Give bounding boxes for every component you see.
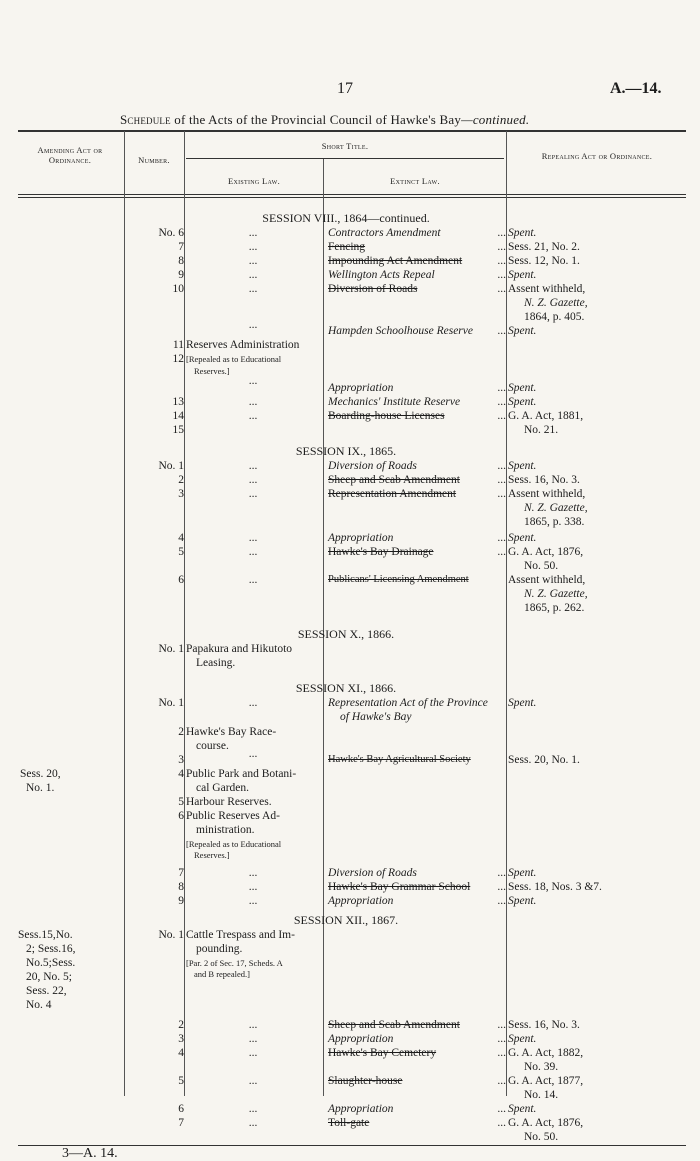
ellipsis: ... (248, 574, 258, 586)
ellipsis: ... (497, 269, 506, 281)
table-row (0, 956, 700, 970)
heading-amending: Amending Act or Ordinance. (37, 145, 103, 165)
entry-number: 4 (178, 768, 184, 780)
entry-number: 7 (178, 241, 184, 253)
repealing-act: Assent withheld, (508, 574, 586, 586)
repealing-act: Spent. (508, 867, 537, 879)
ellipsis: ... (248, 867, 258, 879)
extinct-law: Hawke's Bay Grammar School (328, 881, 471, 893)
extinct-law: Representation Act of the Province (328, 697, 488, 709)
extinct-law: Appropriation (328, 1033, 394, 1045)
ellipsis: ... (248, 748, 258, 760)
table-row (0, 268, 700, 282)
entry-number: 10 (172, 283, 184, 295)
table-row (0, 559, 700, 573)
table-row (0, 515, 700, 529)
ellipsis: ... (248, 375, 258, 387)
existing-law: Harbour Reserves. (186, 796, 272, 808)
ellipsis: ... (497, 1019, 506, 1031)
table-row (0, 1088, 700, 1102)
table-row (0, 487, 700, 501)
repealing-act: Spent. (508, 697, 537, 709)
ellipsis: ... (248, 697, 258, 709)
ellipsis: ... (248, 474, 258, 486)
entry-number: 3 (178, 488, 184, 500)
repealing-act: Spent. (508, 895, 537, 907)
table-row (0, 226, 700, 240)
table-row (0, 254, 700, 268)
existing-law-note: [Repealed as to Educational (186, 354, 282, 364)
table-row (0, 395, 700, 409)
table-row (0, 848, 700, 862)
extinct-law: Sheep and Scab Amendment (328, 474, 460, 486)
existing-law: Leasing. (196, 657, 236, 669)
table-row (0, 409, 700, 423)
entry-number: 2 (178, 474, 184, 486)
repealing-act: Spent. (508, 382, 537, 394)
extinct-law: Diversion of Roads (328, 460, 417, 472)
repealing-act: N. Z. Gazette, (524, 502, 588, 514)
table-row (0, 1130, 700, 1144)
table-row (0, 823, 700, 837)
ellipsis: ... (248, 1019, 258, 1031)
table-row (0, 795, 700, 809)
table-row (0, 725, 700, 739)
document-reference: A.—14. (610, 80, 662, 97)
session-heading: SESSION XI., 1866. (295, 681, 397, 695)
table-bottom-rule (18, 1145, 686, 1146)
ellipsis: ... (248, 546, 258, 558)
repealing-act: 1864, p. 405. (524, 311, 585, 323)
sheet-reference: 3—A. 14. (62, 1146, 118, 1161)
entry-number: 7 (178, 867, 184, 879)
ellipsis: ... (497, 382, 506, 394)
extinct-law: of Hawke's Bay (340, 711, 412, 723)
ellipsis: ... (497, 532, 506, 544)
table-row (0, 601, 700, 615)
repealing-act: Sess. 12, No. 1. (508, 255, 580, 267)
ellipsis: ... (497, 1075, 506, 1087)
entry-number: 5 (178, 1075, 184, 1087)
repealing-act: 1865, p. 338. (524, 516, 585, 528)
ellipsis: ... (497, 283, 506, 295)
extinct-law: Slaughter-house (328, 1075, 403, 1087)
repealing-act: Assent withheld, (508, 488, 586, 500)
schedule-title-text: of the Acts of the Provincial Council of Hawke's Bay (174, 112, 462, 127)
extinct-law: Appropriation (328, 382, 394, 394)
amending-act: No.5;Sess. (26, 957, 76, 969)
repealing-act: Spent. (508, 1033, 537, 1045)
entry-number: 9 (178, 269, 184, 281)
table-row (0, 928, 700, 942)
table-row (0, 998, 700, 1012)
table-row (0, 1116, 700, 1130)
table-row (0, 1018, 700, 1032)
extinct-law: Boarding-house Licenses (328, 410, 445, 422)
table-row (0, 984, 700, 998)
schedule-continued: —continued. (461, 112, 530, 127)
table-row (0, 696, 700, 710)
schedule-lead: Schedule (120, 112, 171, 127)
table-row (0, 381, 700, 395)
heading-extinct: Extinct Law. (390, 176, 440, 186)
table-row (0, 1032, 700, 1046)
existing-law: cal Garden. (196, 782, 249, 794)
ellipsis: ... (248, 488, 258, 500)
repealing-act: No. 14. (524, 1089, 559, 1101)
repealing-act: Spent. (508, 325, 537, 337)
entry-number: 12 (172, 353, 184, 365)
ellipsis: ... (248, 283, 258, 295)
table-row (0, 970, 700, 984)
table-row (0, 866, 700, 880)
entry-number: 5 (178, 796, 184, 808)
extinct-law: Hawke's Bay Agricultural Society (328, 754, 471, 765)
amending-act: No. 4 (26, 999, 52, 1011)
entry-number: 15 (172, 424, 184, 436)
ellipsis: ... (248, 227, 258, 239)
entry-number: 8 (178, 881, 184, 893)
ellipsis: ... (497, 1117, 506, 1129)
ellipsis: ... (497, 474, 506, 486)
extinct-law: Mechanics' Institute Reserve (328, 396, 461, 408)
ellipsis: ... (497, 867, 506, 879)
ellipsis: ... (248, 1047, 258, 1059)
ellipsis: ... (248, 396, 258, 408)
entry-number: 11 (172, 339, 184, 351)
repealing-act: Spent. (508, 396, 537, 408)
ellipsis: ... (248, 895, 258, 907)
entry-number: 4 (178, 532, 184, 544)
extinct-law: Appropriation (328, 1103, 394, 1115)
entry-number: 13 (172, 396, 184, 408)
repealing-act: No. 39. (524, 1061, 559, 1073)
table-row (0, 240, 700, 254)
ellipsis: ... (248, 410, 258, 422)
ellipsis: ... (497, 546, 506, 558)
table-row (0, 324, 700, 338)
existing-law: Cattle Trespass and Im- (186, 929, 295, 941)
heading-short-title: Short Title. (321, 141, 369, 151)
page-number: 17 (337, 80, 353, 97)
extinct-law: Diversion of Roads (328, 867, 417, 879)
repealing-act: G. A. Act, 1876, (508, 546, 584, 558)
ellipsis: ... (497, 1103, 506, 1115)
extinct-law: Hawke's Bay Cemetery (328, 1047, 437, 1059)
table-row (0, 473, 700, 487)
existing-law-note: [Repealed as to Educational (186, 839, 282, 849)
entry-number: 8 (178, 255, 184, 267)
ellipsis: ... (497, 881, 506, 893)
repealing-act: Sess. 20, No. 1. (508, 754, 580, 766)
amending-act: Sess. 22, (26, 985, 67, 997)
extinct-law: Contractors Amendment (328, 227, 441, 239)
schedule-title (120, 112, 529, 128)
existing-law: ministration. (196, 824, 255, 836)
repealing-act: Spent. (508, 460, 537, 472)
header-bottom-rule (18, 194, 686, 195)
entry-number: 2 (178, 1019, 184, 1031)
table-row (0, 573, 700, 587)
existing-law-note: Reserves.] (194, 366, 230, 376)
table-row (0, 1046, 700, 1060)
ellipsis: ... (248, 1117, 258, 1129)
entry-number: 5 (178, 546, 184, 558)
amending-act: Sess.15,No. (18, 929, 73, 941)
entry-number: No. 1 (158, 929, 184, 941)
session-heading: SESSION VIII., 1864—continued. (262, 211, 430, 225)
table-row (0, 282, 700, 296)
extinct-law: Toll-gate (328, 1117, 370, 1129)
extinct-law: Diversion of Roads (328, 283, 418, 295)
heading-existing: Existing Law. (227, 176, 281, 186)
repealing-act: N. Z. Gazette, (524, 297, 588, 309)
table-row (0, 459, 700, 473)
entry-number: No. 6 (158, 227, 184, 239)
repealing-act: Assent withheld, (508, 283, 586, 295)
extinct-law: Sheep and Scab Amendment (328, 1019, 460, 1031)
ellipsis: ... (497, 895, 506, 907)
ellipsis: ... (248, 1033, 258, 1045)
table-row (0, 739, 700, 753)
existing-law-note: and B repealed.] (194, 969, 250, 979)
existing-law: Public Park and Botani- (186, 768, 297, 780)
session-heading: SESSION X., 1866. (297, 627, 395, 641)
table-row (0, 587, 700, 601)
existing-law: course. (196, 740, 229, 752)
ellipsis: ... (497, 241, 506, 253)
ellipsis: ... (248, 269, 258, 281)
table-row (0, 545, 700, 559)
existing-law: pounding. (196, 943, 243, 955)
entry-number: No. 1 (158, 460, 184, 472)
repealing-act: Sess. 16, No. 3. (508, 1019, 580, 1031)
entry-number: 6 (178, 810, 184, 822)
ellipsis: ... (497, 1047, 506, 1059)
header-bottom-rule-2 (18, 197, 686, 198)
table-row (0, 501, 700, 515)
amending-act: Sess. 20, (20, 768, 61, 780)
entry-number: 4 (178, 1047, 184, 1059)
extinct-law: Appropriation (328, 895, 394, 907)
entry-number: 6 (178, 1103, 184, 1115)
amending-act: 2; Sess.16, (26, 943, 76, 955)
existing-law: Reserves Administration (186, 339, 300, 351)
entry-number: 9 (178, 895, 184, 907)
table-row (0, 1060, 700, 1074)
repealing-act: Spent. (508, 227, 537, 239)
repealing-act: G. A. Act, 1877, (508, 1075, 584, 1087)
repealing-act: G. A. Act, 1882, (508, 1047, 584, 1059)
ellipsis: ... (248, 255, 258, 267)
repealing-act: Sess. 18, Nos. 3 &7. (508, 881, 602, 893)
table-row (0, 656, 700, 670)
table-row (0, 781, 700, 795)
ellipsis: ... (497, 255, 506, 267)
extinct-law: Impounding Act Amendment (328, 255, 463, 267)
repealing-act: Sess. 16, No. 3. (508, 474, 580, 486)
ellipsis: ... (248, 241, 258, 253)
extinct-law: Wellington Acts Repeal (328, 269, 435, 281)
existing-law: Papakura and Hikutoto (186, 643, 293, 655)
table-row (0, 531, 700, 545)
existing-law-note: Reserves.] (194, 850, 230, 860)
existing-law: Public Reserves Ad- (186, 810, 280, 822)
session-heading: SESSION IX., 1865. (295, 444, 397, 458)
table-row (0, 338, 700, 352)
extinct-law: Hawke's Bay Drainage (328, 546, 434, 558)
repealing-act: Spent. (508, 269, 537, 281)
repealing-act: Spent. (508, 1103, 537, 1115)
entry-number: 2 (178, 726, 184, 738)
ellipsis: ... (497, 227, 506, 239)
entry-number: No. 1 (158, 643, 184, 655)
entry-number: 3 (178, 1033, 184, 1045)
repealing-act: N. Z. Gazette, (524, 588, 588, 600)
table-row (0, 1074, 700, 1088)
table-row (0, 296, 700, 310)
table-row (0, 767, 700, 781)
heading-repealing: Repealing Act or Ordinance. (541, 151, 653, 161)
table-row (0, 423, 700, 437)
ellipsis: ... (497, 325, 506, 337)
table-row (0, 710, 700, 724)
table-top-rule (18, 130, 686, 132)
table-row (0, 942, 700, 956)
table-row (0, 642, 700, 656)
entry-number: No. 1 (158, 697, 184, 709)
repealing-act: G. A. Act, 1876, (508, 1117, 584, 1129)
existing-law-note: [Par. 2 of Sec. 17, Scheds. A (186, 958, 283, 968)
repealing-act: Spent. (508, 532, 537, 544)
table-row (0, 880, 700, 894)
ellipsis: ... (248, 881, 258, 893)
ellipsis: ... (497, 488, 506, 500)
heading-number: Number. (138, 155, 170, 165)
amending-act: No. 1. (26, 782, 55, 794)
table-row (0, 1102, 700, 1116)
entry-number: 3 (178, 754, 184, 766)
amending-act: 20, No. 5; (26, 971, 72, 983)
ellipsis: ... (497, 460, 506, 472)
extinct-law: Appropriation (328, 532, 394, 544)
extinct-law: Representation Amendment (328, 488, 457, 500)
table-row (0, 894, 700, 908)
ellipsis: ... (248, 532, 258, 544)
repealing-act: G. A. Act, 1881, (508, 410, 584, 422)
extinct-law: Fencing (328, 241, 366, 253)
table-row (0, 809, 700, 823)
repealing-act: No. 50. (524, 560, 559, 572)
ellipsis: ... (248, 1075, 258, 1087)
ellipsis: ... (248, 1103, 258, 1115)
repealing-act: No. 21. (524, 424, 559, 436)
extinct-law: Hampden Schoolhouse Reserve (328, 325, 473, 337)
session-heading: SESSION XII., 1867. (293, 913, 399, 927)
ellipsis: ... (497, 410, 506, 422)
ellipsis: ... (497, 396, 506, 408)
short-title-rule (186, 158, 504, 159)
entry-number: 6 (178, 574, 184, 586)
ellipsis: ... (248, 319, 258, 331)
repealing-act: Sess. 21, No. 2. (508, 241, 580, 253)
table-row (0, 748, 700, 767)
extinct-law: Publicans' Licensing Amendment (328, 574, 469, 585)
ellipsis: ... (497, 1033, 506, 1045)
entry-number: 7 (178, 1117, 184, 1129)
entry-number: 14 (172, 410, 184, 422)
existing-law: Hawke's Bay Race- (186, 726, 277, 738)
ellipsis: ... (248, 460, 258, 472)
repealing-act: 1865, p. 262. (524, 602, 585, 614)
repealing-act: No. 50. (524, 1131, 559, 1143)
